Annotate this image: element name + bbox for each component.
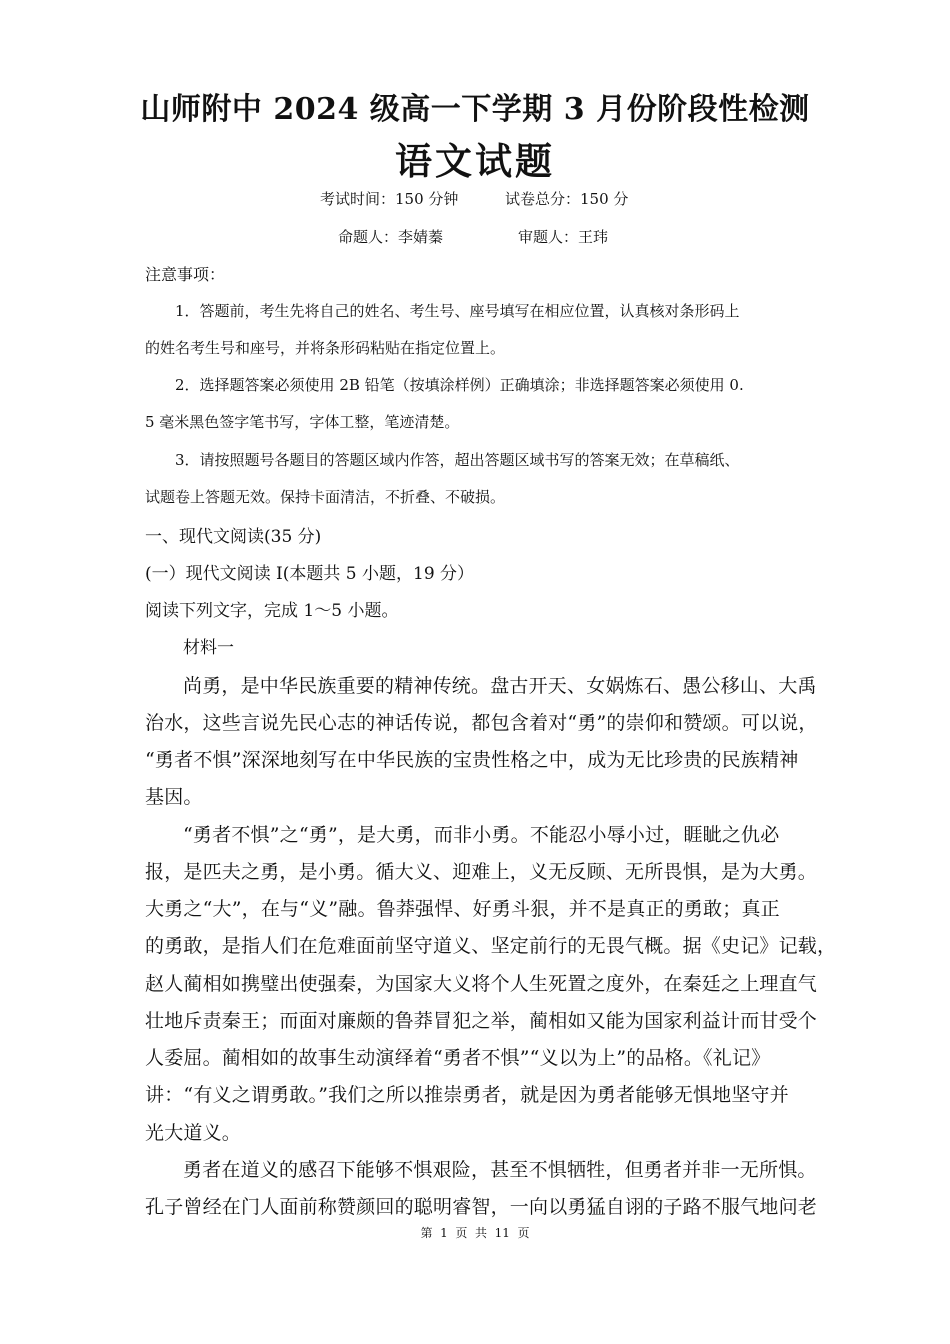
notice-line: 的姓名考生号和座号，并将条形码粘贴在指定位置上。 <box>145 339 506 357</box>
passage-line: 光大道义。 <box>145 1122 242 1144</box>
reading-instruction: 阅读下列文字，完成 1～5 小题。 <box>145 601 399 621</box>
notice-line: 2．选择题答案必须使用 2B 铅笔（按填涂样例）正确填涂；非选择题答案必须使用 0. <box>175 376 744 394</box>
notice-line: 3．请按照题号各题目的答题区域内作答，超出答题区域书写的答案无效；在草稿纸、 <box>175 451 740 469</box>
passage-line: “勇者不惧”之“勇”，是大勇，而非小勇。不能忍小辱小过，睚眦之仇必 <box>183 824 780 846</box>
notice-heading: 注意事项： <box>145 265 226 284</box>
passage-line: 赵人蔺相如携璧出使强秦，为国家大义将个人生死置之度外，在秦廷之上理直气 <box>145 973 818 995</box>
material-label: 材料一 <box>183 638 234 658</box>
passage-line: 勇者在道义的感召下能够不惧艰险，甚至不惧牺牲，但勇者并非一无所惧。 <box>183 1159 817 1181</box>
exam-time: 考试时间：150 分钟 <box>320 190 459 208</box>
exam-subject-title: 语文试题 <box>395 139 555 183</box>
section-heading: 一、现代文阅读(35 分) <box>145 527 322 547</box>
notice-line: 1．答题前，考生先将自己的姓名、考生号、座号填写在相应位置，认真核对条形码上 <box>175 302 740 320</box>
passage-line: 报，是匹夫之勇，是小勇。循大义、迎难上，义无反顾、无所畏惧，是为大勇。 <box>145 861 818 883</box>
question-setter: 命题人：李婧蓁 <box>338 228 444 246</box>
passage-line: 大勇之“大”，在与“义”融。鲁莽强悍、好勇斗狠，并不是真正的勇敢；真正 <box>145 898 780 920</box>
passage-line: 尚勇，是中华民族重要的精神传统。盘古开天、女娲炼石、愚公移山、大禹 <box>183 675 817 697</box>
passage-line: “勇者不惧”深深地刻写在中华民族的宝贵性格之中，成为无比珍贵的民族精神 <box>145 749 799 771</box>
exam-title: 山师附中 2024 级高一下学期 3 月份阶段性检测 <box>140 92 810 127</box>
notice-line: 试题卷上答题无效。保持卡面清洁，不折叠、不破损。 <box>145 488 506 506</box>
notice-line: 5 毫米黑色签字笔书写，字体工整，笔迹清楚。 <box>145 413 460 431</box>
passage-line: 治水，这些言说先民心志的神话传说，都包含着对“勇”的崇仰和赞颂。可以说， <box>145 712 818 734</box>
passage-line: 讲：“有义之谓勇敢。”我们之所以推崇勇者，就是因为勇者能够无惧地坚守并 <box>145 1084 789 1106</box>
total-score: 试卷总分：150 分 <box>505 190 629 208</box>
passage-line: 人委屈。蔺相如的故事生动演绎着“勇者不惧”“义以为上”的品格。《礼记》 <box>145 1047 771 1069</box>
passage-line: 壮地斥责秦王；而面对廉颇的鲁莽冒犯之举，蔺相如又能为国家利益计而甘受个 <box>145 1010 818 1032</box>
passage-line: 的勇敢，是指人们在危难面前坚守道义、坚定前行的无畏气概。据《史记》记载， <box>145 935 837 957</box>
question-reviewer: 审题人：王玮 <box>518 228 609 246</box>
passage-line: 孔子曾经在门人面前称赞颜回的聪明睿智，一向以勇猛自诩的子路不服气地问老 <box>145 1196 818 1218</box>
passage-line: 基因。 <box>145 786 203 808</box>
subsection-heading: (一）现代文阅读 Ⅰ(本题共 5 小题，19 分） <box>145 564 475 584</box>
page-footer: 第 1 页 共 11 页 <box>420 1226 530 1240</box>
